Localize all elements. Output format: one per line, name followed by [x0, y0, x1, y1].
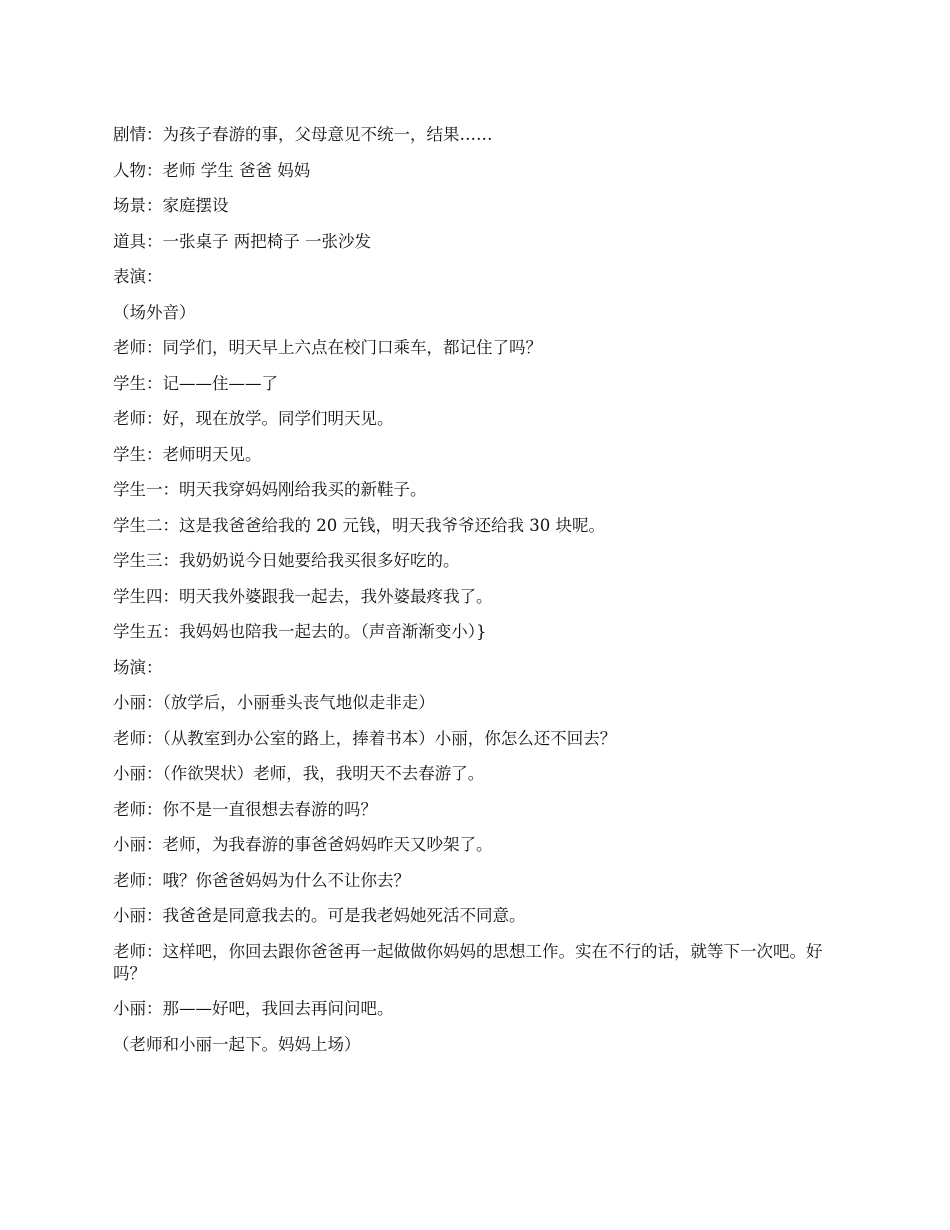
dialogue-line: 老师：同学们，明天早上六点在校门口乘车，都记住了吗？	[113, 338, 542, 357]
section-heading: 场演：	[113, 657, 163, 677]
dialogue-line: 学生一：明天我穿妈妈刚给我买的新鞋子。	[113, 480, 427, 499]
dialogue-line: 老师：哦？你爸爸妈妈为什么不让你去？	[113, 870, 410, 890]
dialogue-line: 小丽：那——好吧，我回去再问问吧。	[113, 999, 394, 1018]
dialogue-line: 学生：老师明天见。	[113, 444, 262, 464]
dialogue-line: 学生三：我奶奶说今日她要给我买很多好吃的。	[113, 551, 460, 570]
plot-line: 剧情：为孩子春游的事，父母意见不统一，结果……	[113, 125, 493, 144]
stage-direction: （场外音）	[113, 302, 196, 322]
dialogue-line: 学生：记——住——了	[113, 373, 278, 393]
dialogue-line: 小丽：老师，为我春游的事爸爸妈妈昨天又吵架了。	[113, 835, 493, 854]
props-line: 道具：一张桌子 两把椅子 一张沙发	[113, 231, 371, 251]
dialogue-line: 学生二：这是我爸爸给我的 20 元钱，明天我爷爷还给我 30 块呢。	[113, 515, 605, 535]
scene-line: 场景：家庭摆设	[113, 196, 229, 215]
script-text	[113, 124, 843, 1069]
dialogue-line: 小丽：我爸爸是同意我去的。可是我老妈她死活不同意。	[113, 906, 526, 925]
dialogue-line: 小丽：（作欲哭状）老师，我，我明天不去春游了。	[113, 764, 485, 783]
dialogue-line: 学生四：明天我外婆跟我一起去，我外婆最疼我了。	[113, 586, 493, 606]
dialogue-line: 小丽：（放学后，小丽垂头丧气地似走非走）	[113, 693, 435, 712]
dialogue-line: 学生五：我妈妈也陪我一起去的。（声音渐渐变小）}	[113, 622, 487, 641]
performance-heading: 表演：	[113, 267, 163, 286]
characters-line: 人物：老师 学生 爸爸 妈妈	[113, 160, 311, 180]
dialogue-line: 老师：好，现在放学。同学们明天见。	[113, 409, 394, 428]
dialogue-line: 老师：你不是一直很想去春游的吗？	[113, 799, 377, 819]
dialogue-line: 老师：这样吧，你回去跟你爸爸再一起做做你妈妈的思想工作。实在不行的话，就等下一次吧。好吗？	[113, 941, 823, 983]
stage-direction: （老师和小丽一起下。妈妈上场）	[113, 1034, 361, 1054]
dialogue-line: 老师：（从教室到办公室的路上，捧着书本）小丽，你怎么还不回去？	[113, 728, 617, 748]
